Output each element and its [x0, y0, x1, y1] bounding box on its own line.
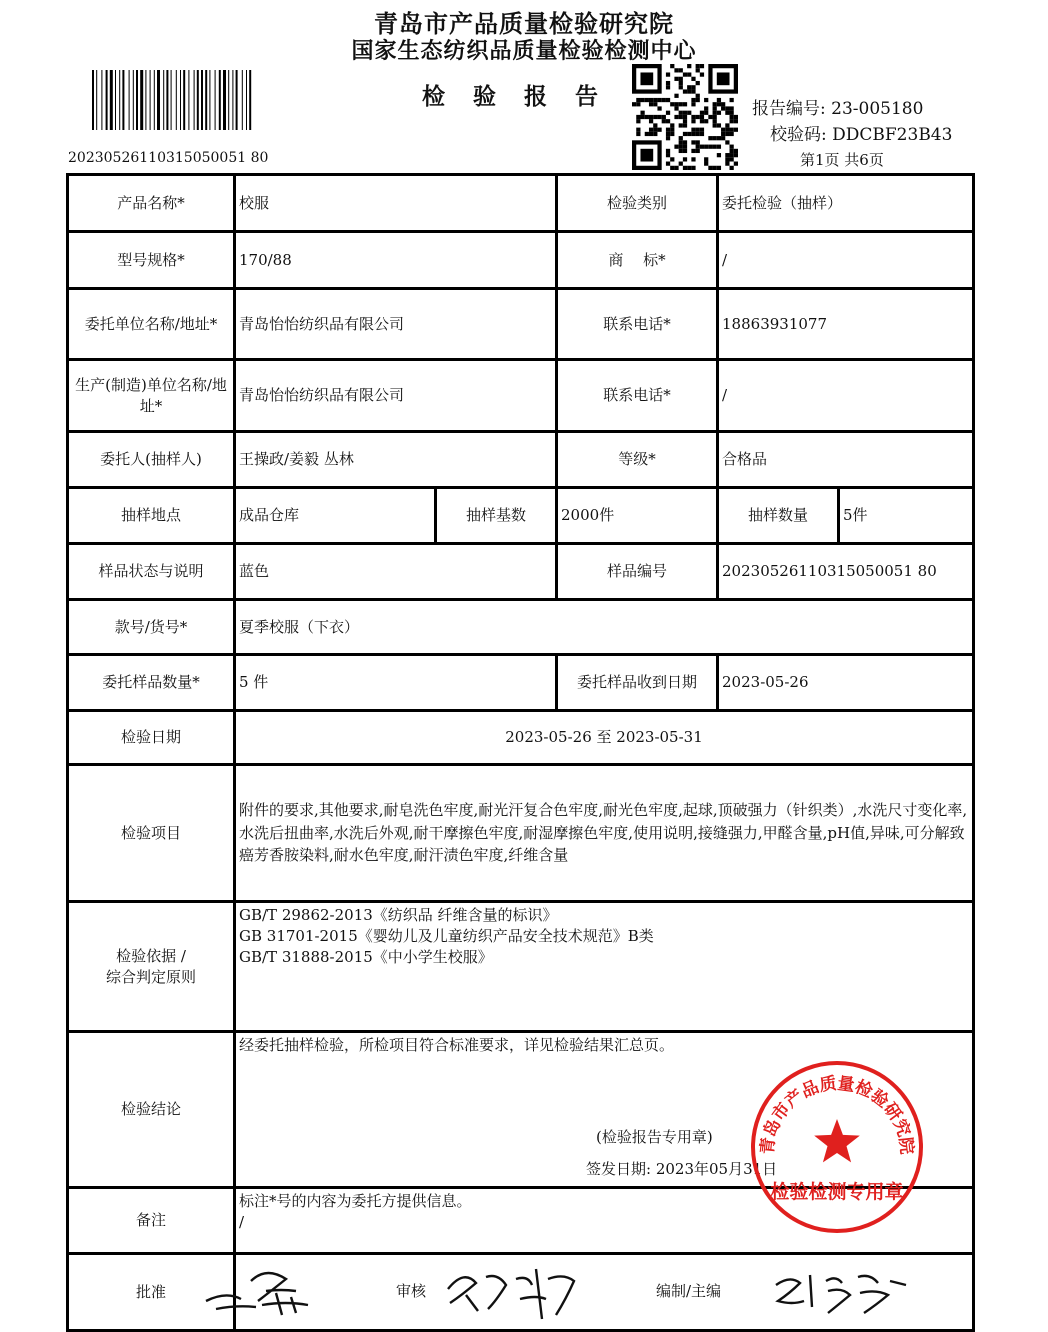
basis-label — [68, 902, 235, 1032]
report-number: 报告编号: 23-005180 — [752, 99, 924, 119]
stamp-arc-text: 青岛市产品质量检验研究院 — [757, 1073, 917, 1156]
table-row — [68, 600, 974, 655]
sample-qty-label: 抽样数量 — [718, 488, 839, 544]
sample-site-label: 抽样地点 — [68, 488, 235, 544]
review-label: 审核 — [396, 1282, 427, 1300]
table-row — [68, 902, 974, 1032]
style-value: 夏季校服（下衣） — [235, 600, 974, 655]
signature-row — [235, 1254, 974, 1331]
verify-code: 校验码: DDCBF23B43 — [770, 125, 953, 145]
entrusted-qty-label: 委托样品数量* — [68, 655, 235, 711]
table-row — [68, 432, 974, 488]
style-label: 款号/货号* — [68, 600, 235, 655]
qr-code-icon — [632, 64, 738, 170]
official-seal-stamp — [748, 1058, 926, 1236]
inspection-type-value: 委托检验（抽样） — [718, 175, 974, 232]
basis-label-line1: 检验依据 / — [116, 946, 186, 965]
sample-state-value: 蓝色 — [235, 544, 557, 600]
manufacturer-value: 青岛怡怡纺织品有限公司 — [235, 360, 557, 432]
items-label: 检验项目 — [68, 765, 235, 902]
table-row — [68, 175, 974, 232]
institute-title: 青岛市产品质量检验研究院 — [374, 10, 674, 38]
client-value: 青岛怡怡纺织品有限公司 — [235, 289, 557, 360]
sample-site-value: 成品仓库 — [235, 488, 436, 544]
received-date-label: 委托样品收到日期 — [557, 655, 718, 711]
center-title: 国家生态纺织品质量检验检测中心 — [351, 39, 697, 64]
brand-value: / — [718, 232, 974, 289]
product-name-value: 校服 — [235, 175, 557, 232]
basis-label-line2: 综合判定原则 — [105, 967, 196, 986]
inspection-type-label: 检验类别 — [557, 175, 718, 232]
conclusion-text: 经委托抽样检验，所检项目符合标准要求，详见检验结果汇总页。 — [239, 1036, 675, 1054]
sampler-value: 王操政/姜毅 丛林 — [235, 432, 557, 488]
client-phone-value: 18863931077 — [718, 289, 974, 360]
sampler-label: 委托人(抽样人) — [68, 432, 235, 488]
table-row — [68, 232, 974, 289]
basis-value — [235, 902, 974, 1032]
sample-base-label: 抽样基数 — [436, 488, 557, 544]
client-phone-label: 联系电话* — [557, 289, 718, 360]
table-row — [68, 289, 974, 360]
client-label: 委托单位名称/地址* — [68, 289, 235, 360]
sample-base-value: 2000件 — [557, 488, 718, 544]
sample-qty-value: 5件 — [839, 488, 974, 544]
received-date-value: 2023-05-26 — [718, 655, 974, 711]
test-date-value: 2023-05-26 至 2023-05-31 — [235, 711, 974, 765]
barcode-image — [92, 70, 252, 130]
items-value: 附件的要求,其他要求,耐皂洗色牢度,耐光汗复合色牢度,耐光色牢度,起球,顶破强力（针织类）,水洗尺寸变化率,水洗后扭曲率,水洗后外观,耐干摩擦色牢度,耐湿摩擦色牢度,使用说明,接缝强力,甲醛含量,pH值,异味,可分解致癌芳香胺染料,耐水色牢度,耐汗渍色牢度,纤维含量 — [235, 765, 974, 902]
approve-label: 批准 — [68, 1254, 235, 1331]
page-info: 第1页 共6页 — [800, 151, 884, 169]
table-row — [68, 544, 974, 600]
model-value: 170/88 — [235, 232, 557, 289]
approver-signature — [196, 1261, 336, 1323]
remarks-line1: 标注*号的内容为委托方提供信息。 — [239, 1192, 472, 1210]
manufacturer-phone-value: / — [718, 360, 974, 432]
basis-standard-1: GB/T 29862-2013《纺织品 纤维含量的标识》 — [239, 906, 558, 924]
manufacturer-label: 生产(制造)单位名称/地址* — [68, 360, 235, 432]
remarks-line2: / — [239, 1213, 245, 1231]
entrusted-qty-value: 5 件 — [235, 655, 557, 711]
manufacturer-phone-label: 联系电话* — [557, 360, 718, 432]
editor-signature — [766, 1261, 916, 1323]
table-row — [68, 711, 974, 765]
barcode-number: 20230526110315050051 80 — [68, 150, 269, 166]
sample-no-value: 20230526110315050051 80 — [718, 544, 974, 600]
sample-state-label: 样品状态与说明 — [68, 544, 235, 600]
model-label: 型号规格* — [68, 232, 235, 289]
product-name-label: 产品名称* — [68, 175, 235, 232]
stamp-bottom-text: 检验检测专用章 — [770, 1181, 904, 1203]
basis-standard-2: GB 31701-2015《婴幼儿及儿童纺织产品安全技术规范》B类 — [239, 927, 654, 945]
brand-label: 商 标* — [557, 232, 718, 289]
seal-note: (检验报告专用章) — [596, 1128, 713, 1146]
table-row — [68, 765, 974, 902]
table-row — [68, 1254, 974, 1331]
issue-date: 签发日期: 2023年05月31日 — [586, 1160, 778, 1178]
test-date-label: 检验日期 — [68, 711, 235, 765]
grade-value: 合格品 — [718, 432, 974, 488]
grade-label: 等级* — [557, 432, 718, 488]
basis-standard-3: GB/T 31888-2015《中小学生校服》 — [239, 948, 493, 966]
reviewer-signature — [436, 1259, 586, 1325]
table-row — [68, 488, 974, 544]
report-title: 检 验 报 告 — [421, 84, 609, 110]
remarks-label: 备注 — [68, 1188, 235, 1254]
table-row — [68, 360, 974, 432]
sample-no-label: 样品编号 — [557, 544, 718, 600]
table-row — [68, 655, 974, 711]
conclusion-label: 检验结论 — [68, 1032, 235, 1188]
edit-label: 编制/主编 — [656, 1282, 722, 1300]
